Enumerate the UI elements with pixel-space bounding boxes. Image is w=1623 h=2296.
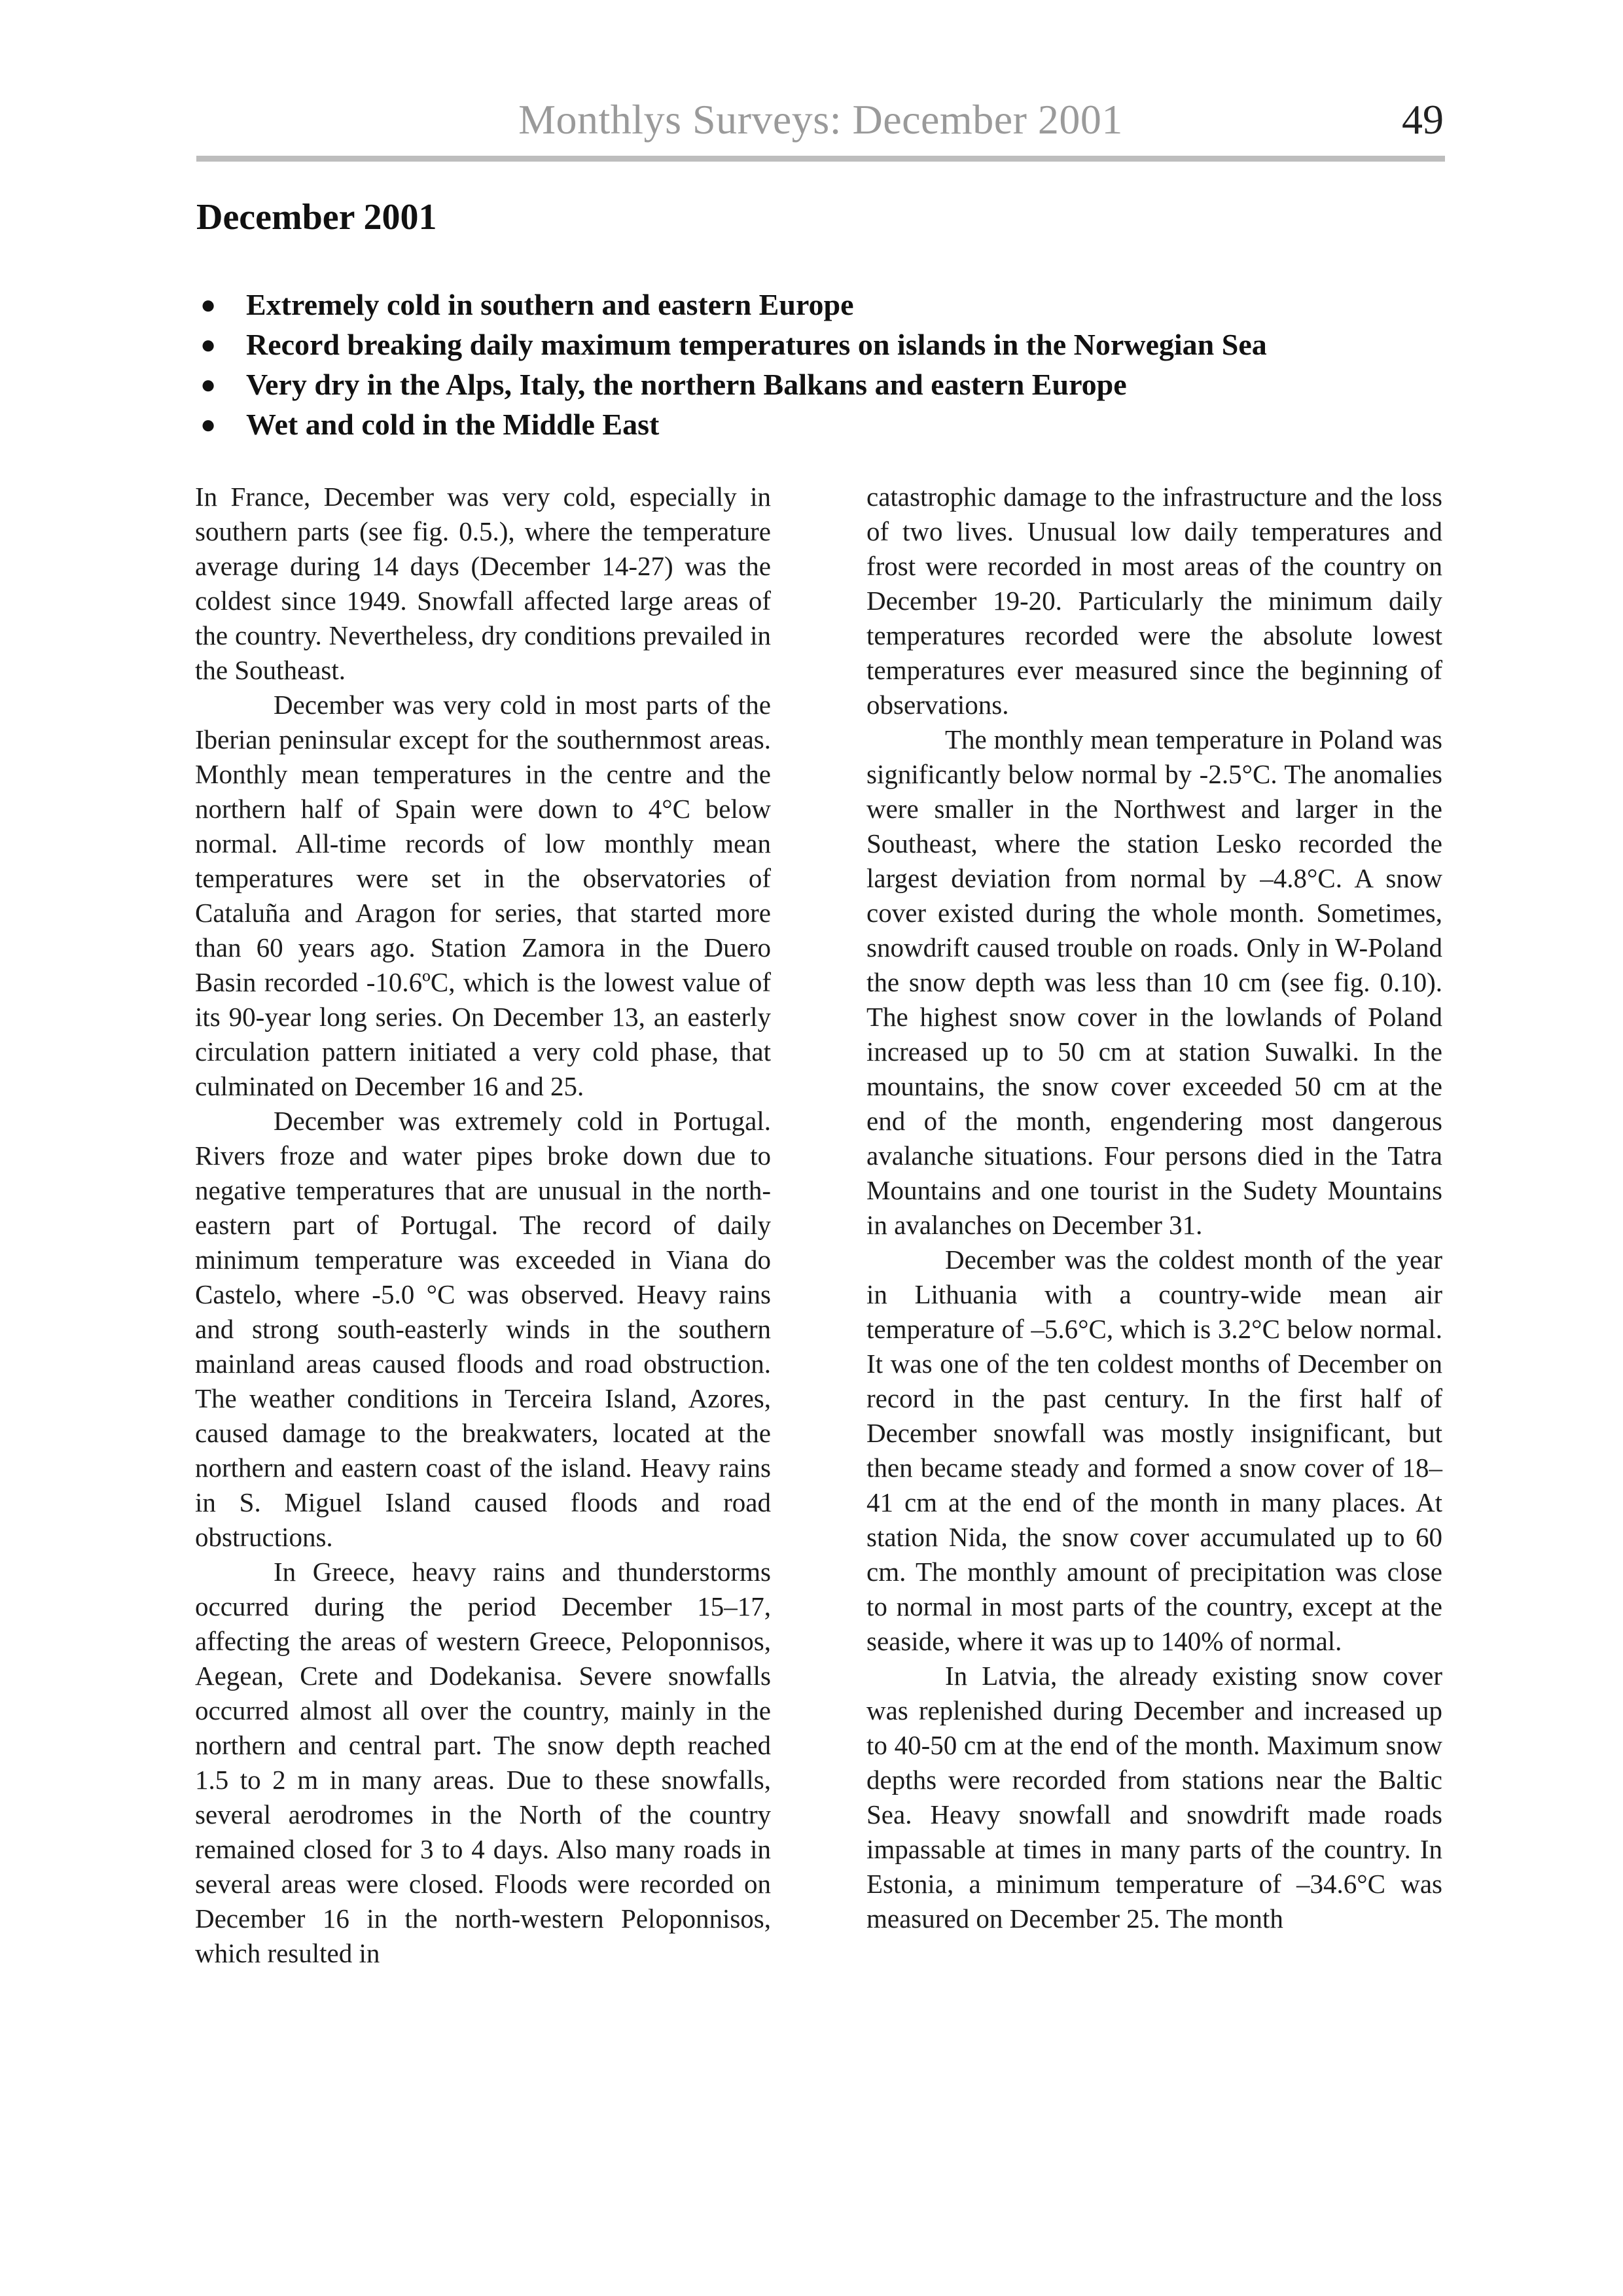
paragraph-poland: The monthly mean temperature in Poland was significantly below normal by -2.5°C. The anomalies were smaller in the Northwest and larger in the Southeast, where the station Lesko recorded the largest deviation from normal by –4.8°C. A snow cover existed during the whole month. Sometimes, snowdrift caused trouble on roads. Only in W-Poland the snow depth was less than 10 cm (see fig. 0.10). The highest snow cover in the lowlands of Poland increased up to 50 cm at station Suwalki. In the mountains, the snow cover exceeded 50 cm at the end of the month, engendering most dangerous avalanche situations. Four persons died in the Tatra Mountains and one tourist in the Sudety Mountains in avalanches on December 31. bbox=[866, 724, 1442, 1240]
highlight-item bbox=[196, 325, 1440, 364]
section-title: December 2001 bbox=[196, 197, 437, 238]
highlight-item bbox=[196, 364, 1440, 404]
paragraph-latvia-estonia: In Latvia, the already existing snow cover was replenished during December and increased up to 40-50 cm at the end of the month. Maximum snow depths were recorded from stations near the Baltic Sea. Heavy snowfall and snowdrift made roads impassable at times in many parts of the country. In Estonia, a minimum temperature of –34.6°C was measured on December 25. The month bbox=[866, 1661, 1442, 1934]
highlight-text: Record breaking daily maximum temperatures on islands in the Norwegian Sea bbox=[246, 328, 1267, 361]
paragraph-greece-continued: catastrophic damage to the infrastructure and the loss of two lives. Unusual low daily temperatures and frost were recorded in most areas of the country on December 19-20. Particularly the minimum daily temperatures recorded were the absolute lowest temperatures ever measured since the beginning of observations. bbox=[866, 482, 1442, 720]
right-column bbox=[866, 480, 1442, 1936]
header-rule bbox=[196, 156, 1445, 162]
highlights-list bbox=[196, 285, 1440, 444]
running-header-title: Monthlys Surveys: December 2001 bbox=[518, 96, 1123, 143]
bullet-icon: ● bbox=[200, 410, 217, 439]
page-number: 49 bbox=[1402, 96, 1444, 143]
paragraph-greece: In Greece, heavy rains and thunderstorms occurred during the period December 15–17, affecting the areas of western Greece, Peloponnisos, Aegean, Crete and Dodekanisa. Severe snowfalls occurred almost all over the country, mainly in the northern and central part. The snow depth reached 1.5 to 2 m in many areas. Due to these snowfalls, several aerodromes in the North of the country remained closed for 3 to 4 days. Also many roads in several areas were closed. Floods were recorded on December 16 in the north-western Peloponnisos, which resulted in bbox=[195, 1557, 771, 1968]
highlight-item bbox=[196, 404, 1440, 444]
highlight-item bbox=[196, 285, 1440, 325]
left-column bbox=[195, 480, 771, 1971]
running-header bbox=[196, 92, 1445, 157]
bullet-icon: ● bbox=[200, 370, 217, 399]
highlight-text: Wet and cold in the Middle East bbox=[246, 408, 660, 441]
paragraph-portugal: December was extremely cold in Portugal. Rivers froze and water pipes broke down due to negative temperatures that are unusual in the north-eastern part of Portugal. The record of daily minimum temperature was exceeded in Viana do Castelo, where -5.0 °C was observed. Heavy rains and strong south-easterly winds in the southern mainland areas caused floods and road obstruction. The weather conditions in Terceira Island, Azores, caused damage to the breakwaters, located at the northern and eastern coast of the island. Heavy rains in S. Miguel Island caused floods and road obstructions. bbox=[195, 1106, 771, 1552]
paragraph-france: In France, December was very cold, especially in southern parts (see fig. 0.5.), where the temperature average during 14 days (December 14-27) was the coldest since 1949. Snowfall affected large areas of the country. Nevertheless, dry conditions prevailed in the Southeast. bbox=[195, 482, 771, 685]
paragraph-spain: December was very cold in most parts of the Iberian peninsular except for the southernmost areas. Monthly mean temperatures in the centre and the northern half of Spain were down to 4°C below normal. All-time records of low monthly mean temperatures were set in the observatories of Cataluña and Aragon for series, that started more than 60 years ago. Station Zamora in the Duero Basin recorded -10.6ºC, which is the lowest value of its 90-year long series. On December 13, an easterly circulation pattern initiated a very cold phase, that culminated on December 16 and 25. bbox=[195, 690, 771, 1101]
highlight-text: Very dry in the Alps, Italy, the northern Balkans and eastern Europe bbox=[246, 368, 1127, 401]
paragraph-lithuania: December was the coldest month of the year in Lithuania with a country-wide mean air temperature of –5.6°C, which is 3.2°C below normal. It was one of the ten coldest months of December on record in the past century. In the first half of December snowfall was mostly insignificant, but then became steady and formed a snow cover of 18–41 cm at the end of the month in many places. At station Nida, the snow cover accumulated up to 60 cm. The monthly amount of precipitation was close to normal in most parts of the country, except at the seaside, where it was up to 140% of normal. bbox=[866, 1245, 1442, 1656]
highlight-text: Extremely cold in southern and eastern Europe bbox=[246, 288, 854, 321]
bullet-icon: ● bbox=[200, 290, 217, 319]
bullet-icon: ● bbox=[200, 330, 217, 359]
